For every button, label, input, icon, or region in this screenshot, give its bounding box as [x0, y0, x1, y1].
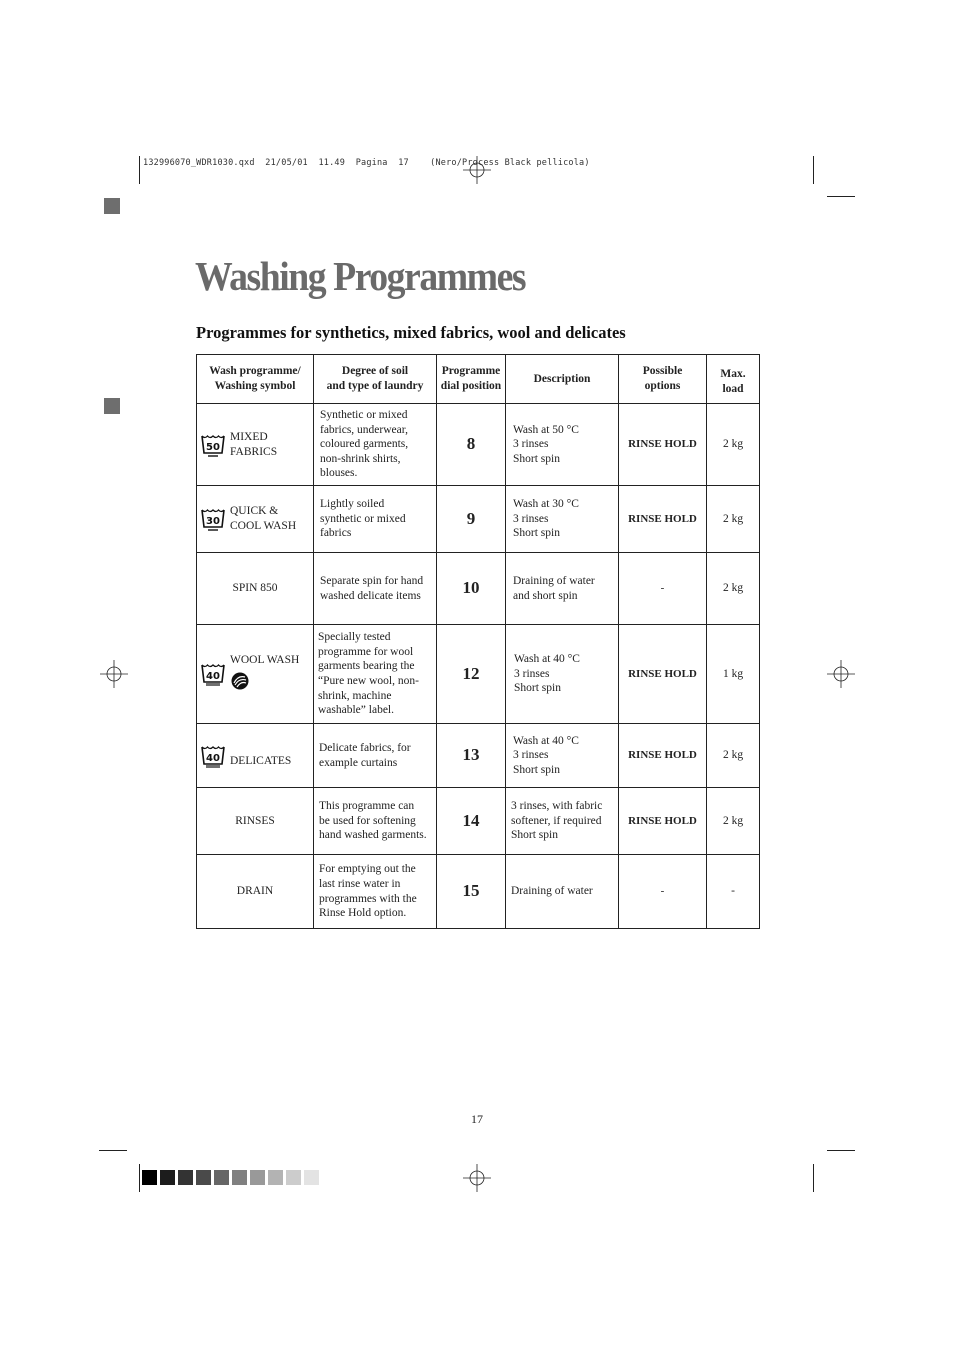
- option-cell: RINSE HOLD: [619, 625, 707, 724]
- color-swatch: [286, 1170, 301, 1185]
- wash-tub-icon: [201, 744, 225, 768]
- load-cell: 1 kg: [707, 625, 760, 724]
- soil-cell: Lightly soiled synthetic or mixed fabrics: [314, 486, 437, 553]
- header-load: Max. load: [707, 355, 760, 404]
- color-swatch: [304, 1170, 319, 1185]
- svg-text:50: 50: [206, 441, 220, 453]
- description-cell: Draining of water and short spin: [506, 553, 619, 625]
- table-row: [197, 404, 760, 486]
- table-row: [197, 788, 760, 855]
- dial-position: 13: [437, 724, 506, 788]
- programme-cell: RINSES: [197, 788, 314, 855]
- option-cell: RINSE HOLD: [619, 486, 707, 553]
- page-number: 17: [471, 1112, 483, 1126]
- header-options: Possible options: [619, 355, 707, 404]
- option-cell: -: [619, 855, 707, 929]
- load-cell: 2 kg: [707, 788, 760, 855]
- load-cell: 2 kg: [707, 553, 760, 625]
- svg-text:40: 40: [206, 752, 220, 764]
- description-cell: Wash at 50 °C 3 rinses Short spin: [506, 404, 619, 486]
- programme-cell: SPIN 850: [197, 553, 314, 625]
- table-row: [197, 486, 760, 553]
- crop-mark: [827, 1150, 855, 1151]
- section-subtitle: Programmes for synthetics, mixed fabrics, wool and delicates: [196, 323, 626, 342]
- color-swatch: [250, 1170, 265, 1185]
- soil-cell: This programme can be used for softening hand washed garments.: [314, 788, 437, 855]
- table-row: [197, 724, 760, 788]
- print-slug: 132996070_WDR1030.qxd 21/05/01 11.49 Pagina 17 (Nero/Process Black pellicola): [143, 158, 590, 168]
- wash-tub-icon: [201, 507, 225, 531]
- option-cell: -: [619, 553, 707, 625]
- dial-position: 15: [437, 855, 506, 929]
- color-swatch: [214, 1170, 229, 1185]
- description-cell: 3 rinses, with fabric softener, if required Short spin: [506, 788, 619, 855]
- soil-cell: Separate spin for hand washed delicate items: [314, 553, 437, 625]
- dial-position: 14: [437, 788, 506, 855]
- dial-position: 10: [437, 553, 506, 625]
- description-cell: Wash at 40 °C 3 rinses Short spin: [506, 724, 619, 788]
- wash-tub-icon: [201, 662, 225, 686]
- crop-mark: [827, 196, 855, 197]
- color-swatch: [232, 1170, 247, 1185]
- load-cell: 2 kg: [707, 724, 760, 788]
- soil-cell: Synthetic or mixed fabrics, underwear, coloured garments, non-shrink shirts, blouses.: [314, 404, 437, 486]
- registration-mark-icon: [463, 156, 491, 184]
- registration-mark-icon: [827, 660, 855, 688]
- svg-text:30: 30: [206, 516, 220, 527]
- color-swatch: [178, 1170, 193, 1185]
- wash-tub-icon: [201, 433, 225, 457]
- load-cell: -: [707, 855, 760, 929]
- load-cell: 2 kg: [707, 404, 760, 486]
- color-swatch: [268, 1170, 283, 1185]
- wool-mark-icon: [230, 671, 250, 691]
- crop-mark: [139, 156, 140, 184]
- header-soil: Degree of soil and type of laundry: [314, 355, 437, 404]
- programme-cell: DRAIN: [197, 855, 314, 929]
- option-cell: RINSE HOLD: [619, 724, 707, 788]
- registration-mark-icon: [463, 1164, 491, 1192]
- option-cell: RINSE HOLD: [619, 788, 707, 855]
- programme-cell: 30 QUICK & COOL WASH: [197, 486, 314, 553]
- color-swatch: [196, 1170, 211, 1185]
- soil-cell: Specially tested programme for wool garments bearing the “Pure new wool, non- shrink, machine washable” label.: [314, 625, 437, 724]
- description-cell: Draining of water: [506, 855, 619, 929]
- crop-mark: [813, 156, 814, 184]
- programme-cell: 40 DELICATES: [197, 724, 314, 788]
- programme-cell: 40 WOOL WASH: [197, 625, 314, 724]
- color-swatch: [142, 1170, 157, 1185]
- header-programme: Wash programme/ Washing symbol: [197, 355, 314, 404]
- table-row: [197, 855, 760, 929]
- crop-mark: [99, 1150, 127, 1151]
- crop-mark: [139, 1164, 140, 1192]
- crop-mark: [813, 1164, 814, 1192]
- header-description: Description: [506, 355, 619, 404]
- programmes-table: [196, 354, 760, 929]
- soil-cell: Delicate fabrics, for example curtains: [314, 724, 437, 788]
- table-row: [197, 625, 760, 724]
- color-swatch: [160, 1170, 175, 1185]
- load-cell: 2 kg: [707, 486, 760, 553]
- registration-mark-icon: [100, 660, 128, 688]
- table-row: [197, 553, 760, 625]
- header-dial: Programme dial position: [437, 355, 506, 404]
- dial-position: 9: [437, 486, 506, 553]
- margin-marker: [104, 198, 120, 214]
- svg-text:40: 40: [206, 671, 220, 682]
- table-header-row: [197, 355, 760, 404]
- margin-marker: [104, 398, 120, 414]
- programme-cell: 50 MIXED FABRICS: [197, 404, 314, 486]
- option-cell: RINSE HOLD: [619, 404, 707, 486]
- dial-position: 12: [437, 625, 506, 724]
- soil-cell: For emptying out the last rinse water in programmes with the Rinse Hold option.: [314, 855, 437, 929]
- description-cell: Wash at 40 °C 3 rinses Short spin: [506, 625, 619, 724]
- dial-position: 8: [437, 404, 506, 486]
- page-title: Washing Programmes: [195, 253, 526, 299]
- description-cell: Wash at 30 °C 3 rinses Short spin: [506, 486, 619, 553]
